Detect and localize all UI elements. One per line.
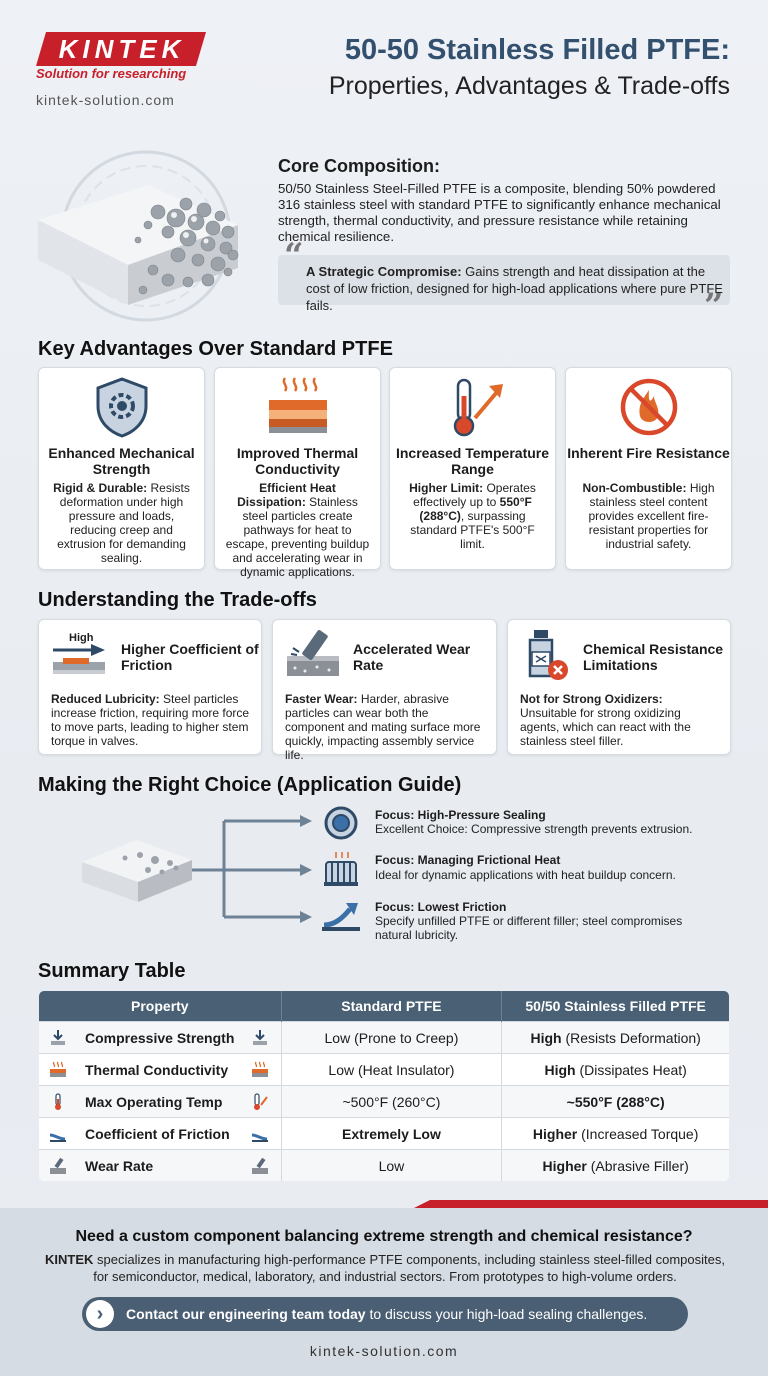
card-text: Faster Wear: Harder, abrasive particles can wear both the component and mating surface more quickly, impacting assembly service life. — [285, 692, 481, 762]
card-title: Inherent Fire Resistance — [567, 445, 730, 461]
card-text: Not for Strong Oxidizers: Unsuitable for strong oxidizing agents, which can react with the stainless steel filler. — [520, 692, 691, 748]
table-row — [39, 1086, 730, 1118]
tradeoff-card-wear — [272, 619, 497, 762]
friction-high-label: High — [69, 632, 94, 644]
guide-desc-1: Excellent Choice: Compressive strength prevents extrusion. — [375, 822, 693, 836]
site-url-bottom[interactable]: kintek-solution.com — [309, 1343, 459, 1359]
compression-icon — [251, 1029, 269, 1047]
filled-cell: Higher (Increased Torque) — [502, 1118, 730, 1150]
guide-heading: Making the Right Choice (Application Guide) — [38, 774, 462, 796]
kintek-logo — [36, 30, 208, 68]
footer-text: KINTEK specializes in manufacturing high-performance PTFE components, including stainless steel-filled composites, for semiconductor, medical, laboratory, and industrial sectors. From prototypes to high-volume orders. — [45, 1252, 725, 1284]
tradeoff-card-chemical — [507, 619, 731, 755]
guide-desc-3: Specify unfilled PTFE or different filler; steel compromises natural lubricity. — [375, 914, 683, 942]
card-title: Accelerated Wear Rate — [353, 641, 471, 673]
tradeoff-card-friction — [38, 619, 262, 755]
guide-focus-1: Focus: High-Pressure Sealing — [375, 808, 546, 822]
standard-cell: Low (Prone to Creep) — [281, 1022, 502, 1054]
friction-arrow-icon — [49, 644, 115, 680]
filled-cell: Higher (Abrasive Filler) — [502, 1150, 730, 1182]
filled-cell: ~550°F (288°C) — [502, 1086, 730, 1118]
card-title: Improved Thermal Conductivity — [236, 445, 359, 477]
page-subtitle: Properties, Advantages & Trade-offs — [328, 72, 730, 100]
shield-gear-icon — [94, 376, 150, 438]
thermometer-icon — [49, 1093, 67, 1111]
card-text: Rigid & Durable: Resists deformation under high pressure and loads, reducing creep and extrusion for demanding sealing. — [53, 481, 190, 565]
low-friction-icon — [320, 897, 362, 933]
card-text: Reduced Lubricity: Steel particles increase friction, requiring more force to move parts, leading to higher stem torque in valves. — [51, 692, 250, 748]
property-cell: Coefficient of Friction — [39, 1118, 282, 1150]
column-header: 50/50 Stainless Filled PTFE — [502, 991, 730, 1022]
filled-cell: High (Dissipates Heat) — [502, 1054, 730, 1086]
abrasive-wear-icon — [283, 628, 343, 680]
table-row — [39, 1150, 730, 1182]
heat-layers-icon — [265, 374, 331, 438]
guide-desc-2: Ideal for dynamic applications with heat buildup concern. — [375, 868, 676, 882]
footer-heading: Need a custom component balancing extreme strength and chemical resistance? — [75, 1228, 693, 1245]
advantage-card-temperature — [389, 367, 556, 570]
card-text: Efficient Heat Dissipation: Stainless steel particles create pathways for heat to escape, preventing buildup and accelerating wear in dynamic applications. — [225, 481, 370, 579]
filled-cell: High (Resists Deformation) — [502, 1022, 730, 1054]
table-row — [39, 1054, 730, 1086]
guide-flow-diagram — [80, 800, 330, 930]
column-header: Property — [39, 991, 282, 1022]
low-friction-icon — [49, 1125, 67, 1143]
property-cell: Thermal Conductivity — [39, 1054, 282, 1086]
guide-focus-2: Focus: Managing Frictional Heat — [375, 853, 561, 867]
advantage-card-strength — [38, 367, 205, 570]
card-title: Enhanced Mechanical Strength — [48, 445, 195, 477]
advantage-card-fire — [565, 367, 732, 570]
standard-cell: Low — [281, 1150, 502, 1182]
chemical-bottle-x-icon — [520, 628, 576, 684]
card-text: Higher Limit: Operates effectively up to 550°F (288°C), surpassing standard PTFE's 500°F limit. — [409, 481, 536, 551]
page-title: 50-50 Stainless Filled PTFE: — [344, 34, 730, 66]
card-title: Chemical Resistance Limitations — [583, 641, 724, 673]
summary-table — [38, 990, 730, 1182]
thermometer-up-icon — [251, 1093, 269, 1111]
seal-ring-icon — [323, 805, 359, 841]
standard-cell: Extremely Low — [281, 1118, 502, 1150]
property-cell: Compressive Strength — [39, 1022, 282, 1054]
standard-cell: Low (Heat Insulator) — [281, 1054, 502, 1086]
advantages-heading: Key Advantages Over Standard PTFE — [38, 338, 393, 360]
composite-block-image — [28, 140, 258, 330]
open-quote-icon: “ — [284, 236, 304, 276]
card-title: Increased Temperature Range — [395, 445, 550, 477]
thermometer-up-icon — [445, 376, 505, 438]
standard-cell: ~500°F (260°C) — [281, 1086, 502, 1118]
chevron-right-icon[interactable]: › — [86, 1300, 114, 1328]
property-cell: Max Operating Temp — [39, 1086, 282, 1118]
low-friction-icon — [251, 1125, 269, 1143]
core-heading: Core Composition: — [278, 156, 440, 176]
radiator-icon — [322, 850, 360, 890]
compression-icon — [49, 1029, 67, 1047]
abrasive-wear-icon — [49, 1157, 67, 1175]
guide-focus-3: Focus: Lowest Friction — [375, 900, 507, 914]
cta-label[interactable]: Contact our engineering team today to discuss your high-load sealing challenges. — [126, 1306, 648, 1322]
table-row — [39, 1022, 730, 1054]
card-title: Higher Coefficient of Friction — [121, 641, 259, 673]
heat-layers-icon — [251, 1061, 269, 1079]
logo-text: KINTEK — [58, 34, 186, 64]
column-header: Standard PTFE — [281, 991, 502, 1022]
core-description: 50/50 Stainless Steel-Filled PTFE is a composite, blending 50% powdered 316 stainless steel with standard PTFE to significantly enhance mechanical strength, thermal conductivity, and pressure resistance while retaining chemical resilience. — [278, 181, 721, 244]
table-header-row — [39, 991, 730, 1022]
site-url-top[interactable]: kintek-solution.com — [36, 92, 175, 108]
advantage-card-thermal — [214, 367, 381, 579]
property-cell: Wear Rate — [39, 1150, 282, 1182]
abrasive-wear-icon — [251, 1157, 269, 1175]
table-heading: Summary Table — [38, 960, 186, 982]
table-row — [39, 1118, 730, 1150]
tradeoffs-heading: Understanding the Trade-offs — [38, 589, 317, 611]
logo-tagline: Solution for researching — [36, 66, 187, 81]
card-text: Non-Combustible: High stainless steel content provides excellent fire-resistant properties for industrial safety. — [582, 481, 715, 551]
close-quote-icon: ” — [704, 286, 724, 326]
no-fire-icon — [618, 376, 680, 438]
quote-text: A Strategic Compromise: Gains strength and heat dissipation at the cost of low friction, designed for high-load applications where pure PTFE fails. — [306, 264, 723, 313]
heat-layers-icon — [49, 1061, 67, 1079]
